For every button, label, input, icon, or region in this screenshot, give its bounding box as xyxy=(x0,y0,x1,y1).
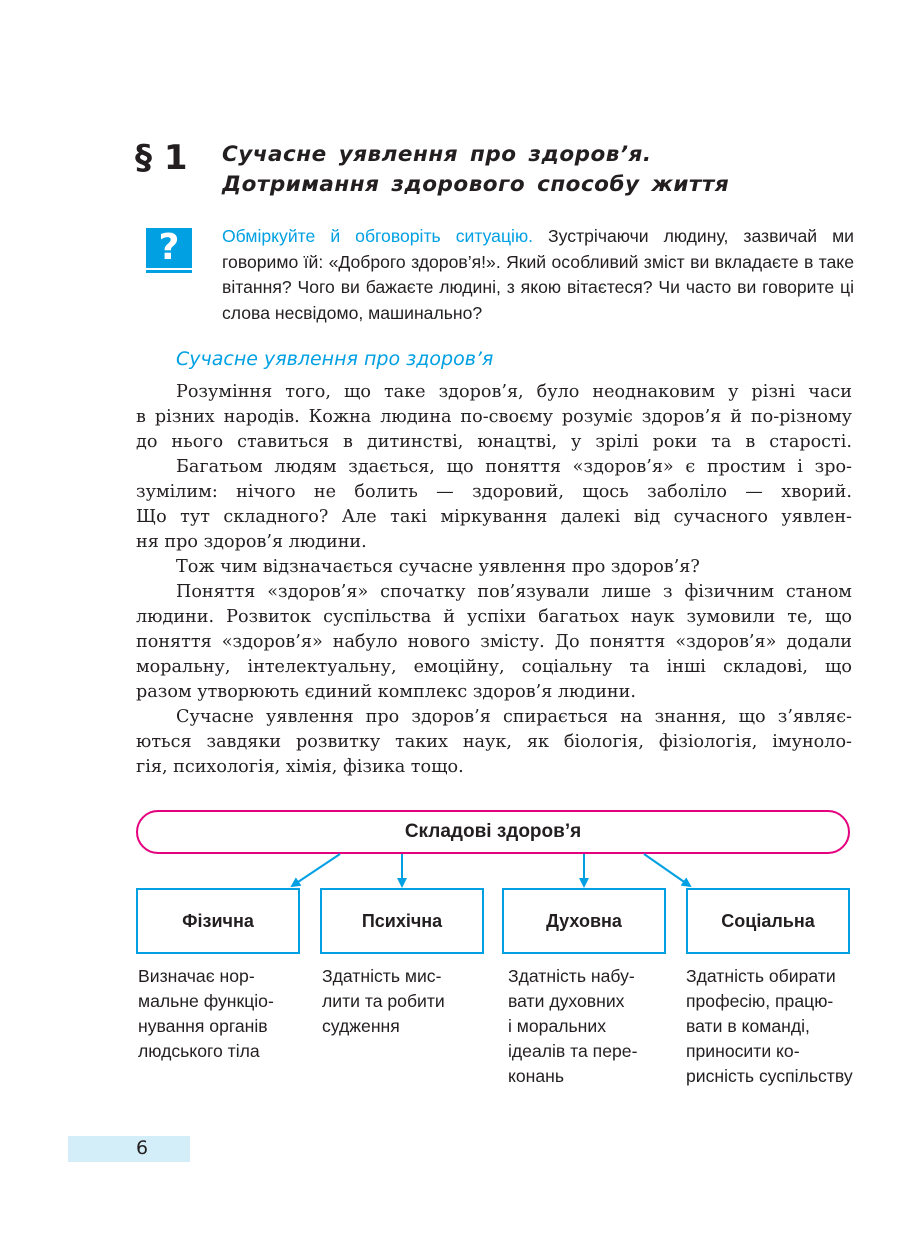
desc-line: рисність суспільству xyxy=(686,1066,853,1086)
body-line: Тож чим відзначається сучасне уявлення про здоров’я? xyxy=(176,557,700,577)
body-line: моральну, інтелектуальну, емоційну, соціальну та інші складові, що xyxy=(136,657,852,677)
desc-line: вати духовних xyxy=(508,991,625,1011)
component-social: Соціальна xyxy=(721,910,815,931)
desc-line: Здатність набу- xyxy=(508,966,635,986)
body-line: разом утворюють єдиний комплекс здоров’я людини. xyxy=(136,682,636,702)
desc-line: вати в команді, xyxy=(686,1016,810,1036)
section-title-line: Дотримання здорового способу життя xyxy=(222,172,730,197)
body-line: в різних народів. Кожна людина по-своєму розуміє здоров’я й по-різному xyxy=(136,407,852,427)
section-number: § 1 xyxy=(135,138,188,178)
desc-line: лити та робити xyxy=(322,991,445,1011)
page-number: 6 xyxy=(136,1137,149,1159)
body-line: поняття «здоров’я» набуло нового змісту. До поняття «здоров’я» додали xyxy=(136,632,852,652)
component-physical-desc xyxy=(138,964,308,1064)
body-line: ються завдяки розвитку таких наук, як біологія, фізіологія, імуноло- xyxy=(136,732,852,752)
subheading: Сучасне уявлення про здоров’я xyxy=(176,348,494,370)
desc-line: нування органів xyxy=(138,1016,268,1036)
component-mental-desc xyxy=(322,964,492,1039)
question-mark-icon: ? xyxy=(146,228,192,268)
diagram-title: Складові здоров’я xyxy=(404,821,582,842)
body-line: ня про здоров’я людини. xyxy=(136,532,367,552)
desc-line: професію, працю- xyxy=(686,991,834,1011)
desc-line: Здатність мис- xyxy=(322,966,442,986)
body-line: Сучасне уявлення про здоров’я спирається на знання, що з’являє- xyxy=(176,707,852,727)
desc-line: конань xyxy=(508,1066,565,1086)
body-line: Багатьом людям здається, що поняття «здоров’я» є простим і зро- xyxy=(176,457,852,477)
desc-line: судження xyxy=(322,1016,400,1036)
body-line: гія, психологія, хімія, фізика тощо. xyxy=(136,757,464,777)
body-line: зумілим: нічого не болить — здоровий, щось заболіло — хворий. xyxy=(136,482,852,502)
page-number-bar xyxy=(68,1136,190,1162)
desc-line: мальне функціо- xyxy=(138,991,274,1011)
desc-line: ідеалів та пере- xyxy=(508,1041,638,1061)
desc-line: людського тіла xyxy=(138,1041,260,1061)
body-line: людини. Розвиток суспільства й успіхи багатьох наук зумовили те, що xyxy=(136,607,852,627)
desc-line: приносити ко- xyxy=(686,1041,800,1061)
prompt-lead: Обміркуйте й обговоріть ситуацію. xyxy=(222,226,534,246)
body-line: Що тут складного? Але такі міркування далекі від сучасного уявлен- xyxy=(136,507,852,527)
component-mental: Психічна xyxy=(361,910,443,931)
arrow-social xyxy=(644,854,690,886)
body-line: Розуміння того, що таке здоров’я, було неоднаковим у різні часи xyxy=(176,382,852,402)
desc-line: Здатність обирати xyxy=(686,966,836,986)
desc-line: і моральних xyxy=(508,1016,607,1036)
desc-line: Визначає нор- xyxy=(138,966,255,986)
arrow-physical xyxy=(292,854,340,886)
prompt-text: Зустрічаючи людину, зазвичай ми говоримо їй: «Доброго здоров’я!». Який особливий зміст ви вкладаєте в таке вітання? Чого ви бажаєте людині, з якою вітаєтеся? Чи часто ви говорите ці слова несвідомо, машинально? xyxy=(222,226,854,323)
component-social-desc xyxy=(686,964,866,1089)
component-spiritual: Духовна xyxy=(546,910,622,931)
component-physical: Фізична xyxy=(182,910,254,931)
body-line: Поняття «здоров’я» спочатку пов’язували лише з фізичним станом xyxy=(176,582,852,602)
component-spiritual-desc xyxy=(508,964,678,1089)
section-title-line: Сучасне уявлення про здоров’я. xyxy=(222,142,652,167)
body-line: до нього ставиться в дитинстві, юнацтві, у зрілі роки та в старості. xyxy=(136,432,852,452)
